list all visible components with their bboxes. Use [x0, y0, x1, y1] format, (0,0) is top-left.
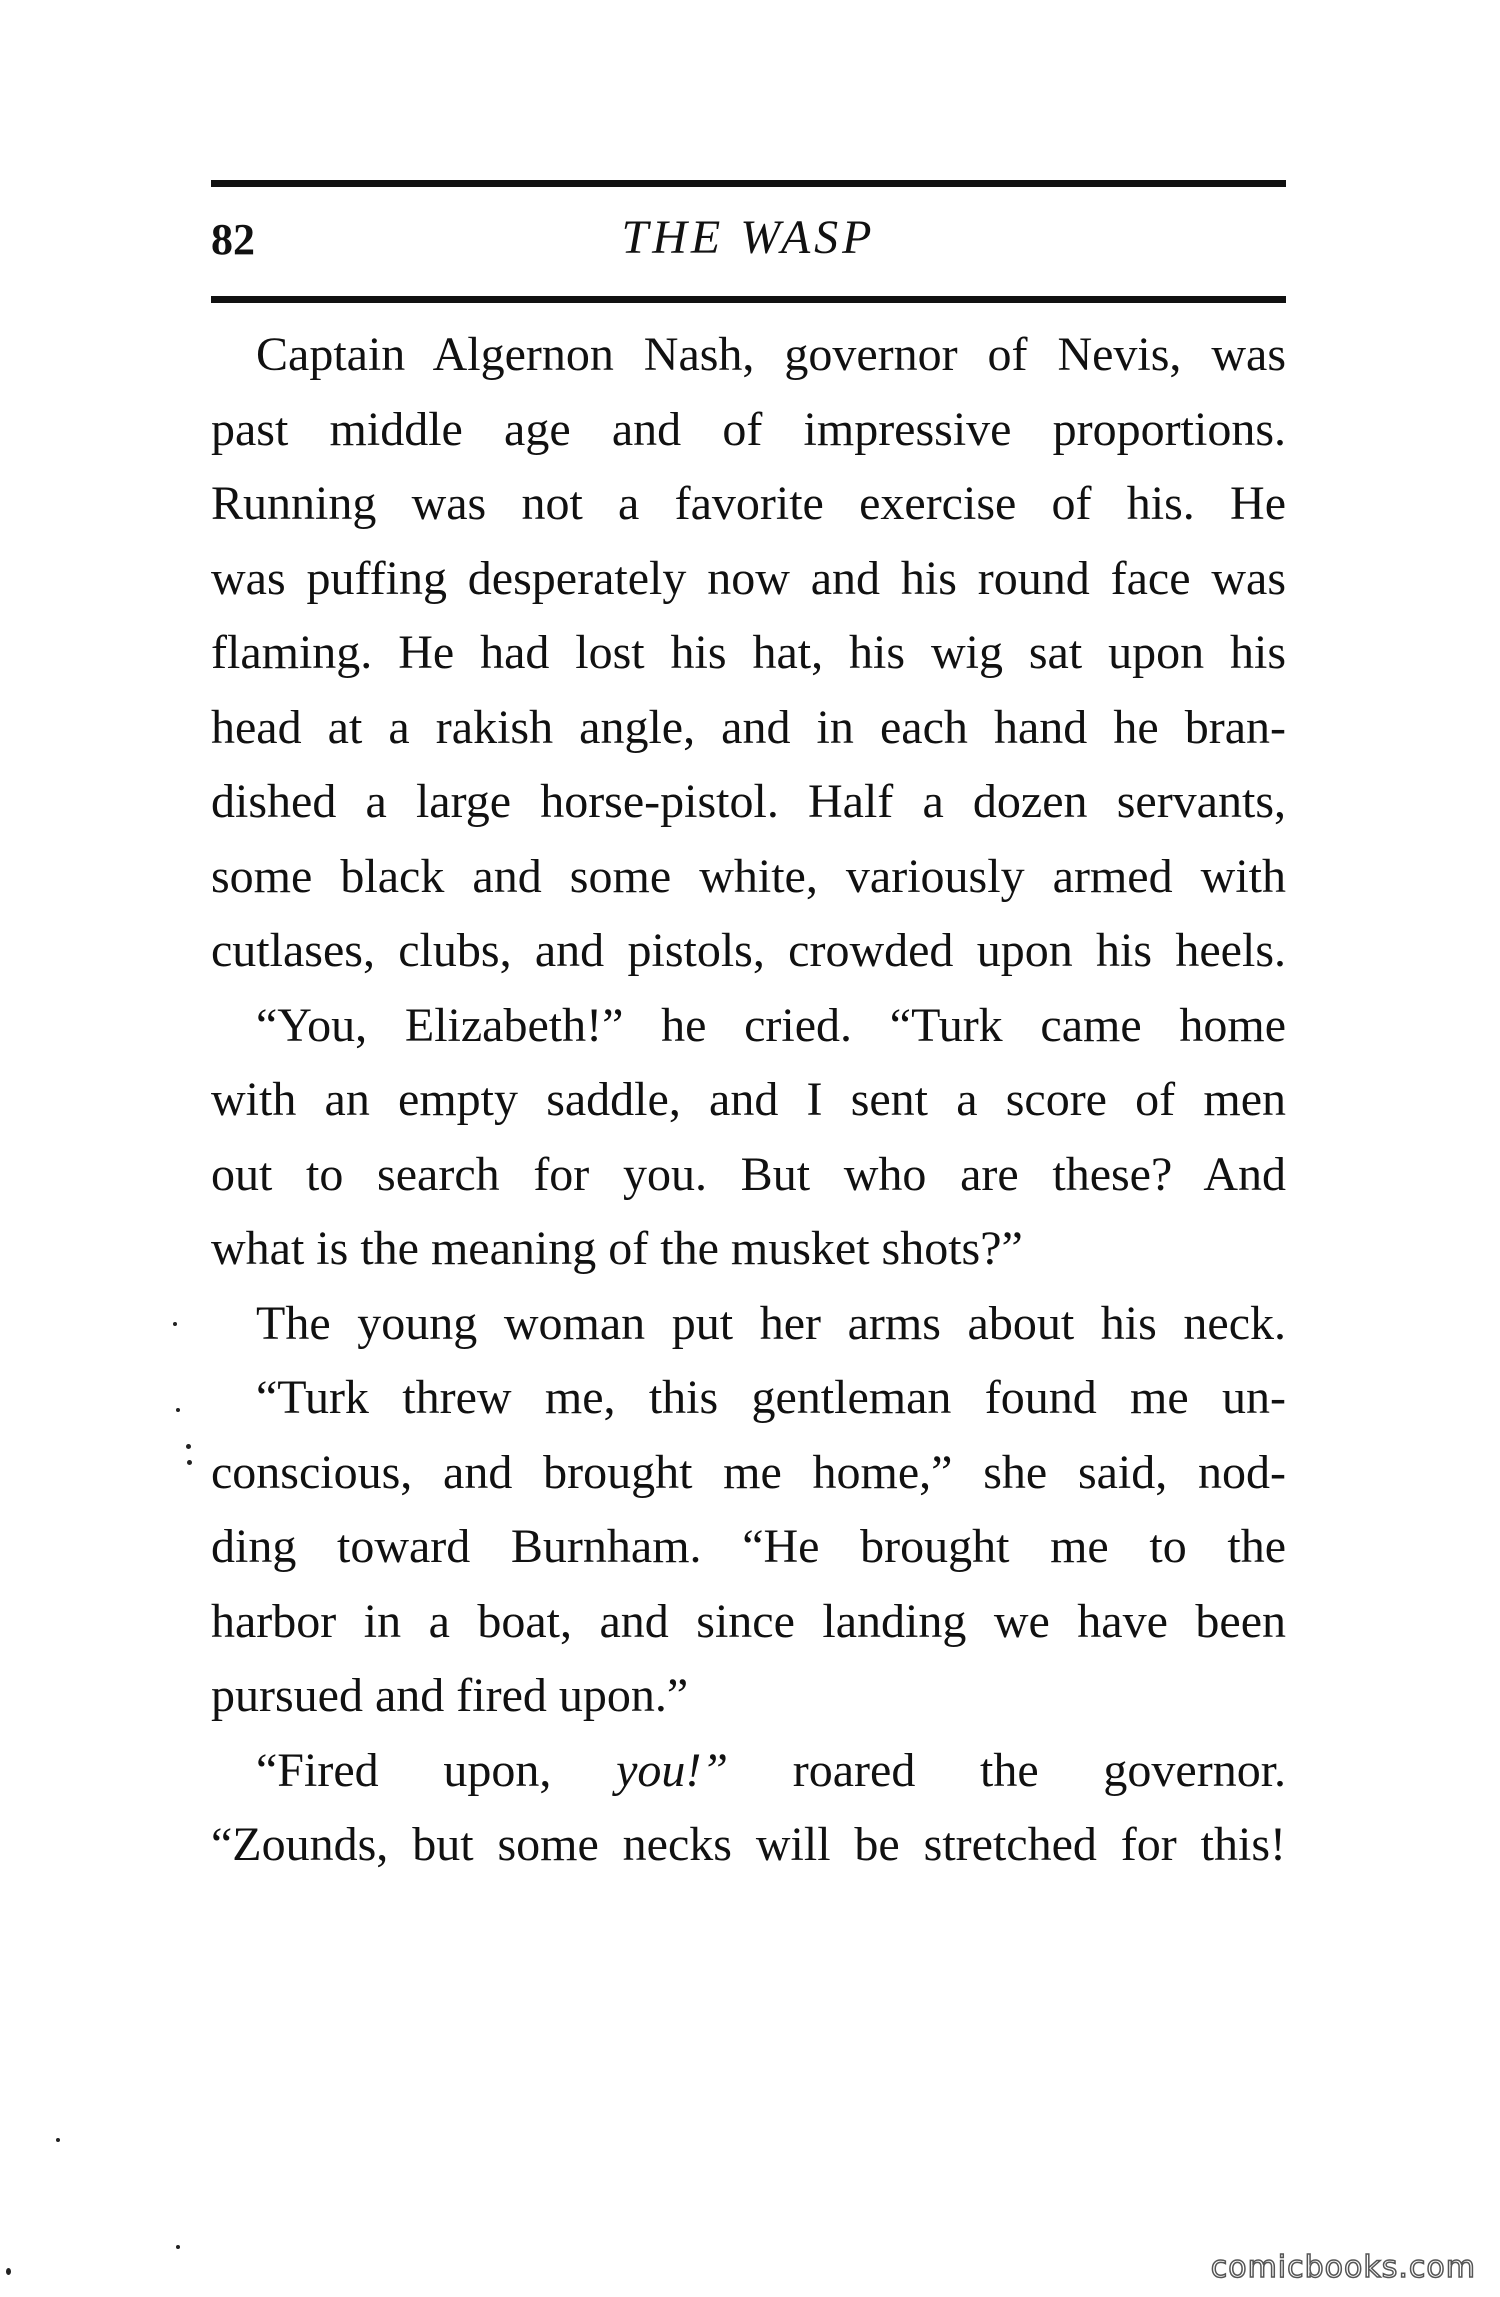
text-line: past middle age and of impressive proportions.: [211, 402, 1286, 456]
emphasized-text: you!”: [616, 1743, 729, 1797]
print-speck: [6, 2268, 11, 2275]
header-top-rule: [211, 180, 1286, 187]
text-line: was puffing desperately now and his round face was: [211, 551, 1286, 605]
print-speck: [56, 2138, 60, 2142]
text-line: dished a large horse-pistol. Half a dozen servants,: [211, 775, 1286, 828]
text-line: “Zounds, but some necks will be stretched for this!: [211, 1818, 1286, 1871]
text-line: what is the meaning of the musket shots?”: [211, 1222, 1023, 1275]
text-line: harbor in a boat, and since landing we have been: [211, 1594, 1286, 1648]
text-line: cutlases, clubs, and pistols, crowded upon his heels.: [211, 924, 1286, 977]
print-speck: [176, 1408, 180, 1412]
watermark: comicbooks.com: [1210, 2250, 1476, 2285]
text-line: “Turk threw me, this gentleman found me un-: [256, 1371, 1286, 1424]
text-line: Running was not a favorite exercise of his. He: [211, 477, 1286, 530]
text-line: some black and some white, variously armed with: [211, 849, 1286, 903]
header-bottom-rule: [211, 296, 1286, 303]
print-speck: [176, 2245, 180, 2249]
text-line: flaming. He had lost his hat, his wig sat upon his: [211, 626, 1286, 679]
text-line: The young woman put her arms about his neck.: [256, 1296, 1286, 1350]
text-line: pursued and fired upon.”: [211, 1669, 689, 1722]
text-line: “You, Elizabeth!” he cried. “Turk came home: [256, 998, 1286, 1052]
text-line: with an empty saddle, and I sent a score of men: [211, 1073, 1286, 1126]
text-line: conscious, and brought me home,” she said, nod-: [211, 1445, 1286, 1499]
text-line: ding toward Burnham. “He brought me to the: [211, 1520, 1286, 1573]
body-text: [211, 318, 1286, 1883]
text-line: [211, 1734, 1286, 1809]
text-line: Captain Algernon Nash, governor of Nevis, was: [256, 328, 1286, 381]
text-segment: “Fired upon,: [256, 1743, 552, 1797]
text-segment: roared the governor.: [792, 1743, 1286, 1797]
print-speck: [173, 1322, 177, 1326]
text-line: out to search for you. But who are these? And: [211, 1147, 1286, 1201]
print-speck: [186, 1444, 191, 1449]
running-head: THE WASP: [621, 211, 876, 264]
print-speck: [187, 1460, 192, 1465]
page-number: 82: [211, 215, 255, 264]
text-line: head at a rakish angle, and in each hand he bran-: [211, 700, 1286, 754]
